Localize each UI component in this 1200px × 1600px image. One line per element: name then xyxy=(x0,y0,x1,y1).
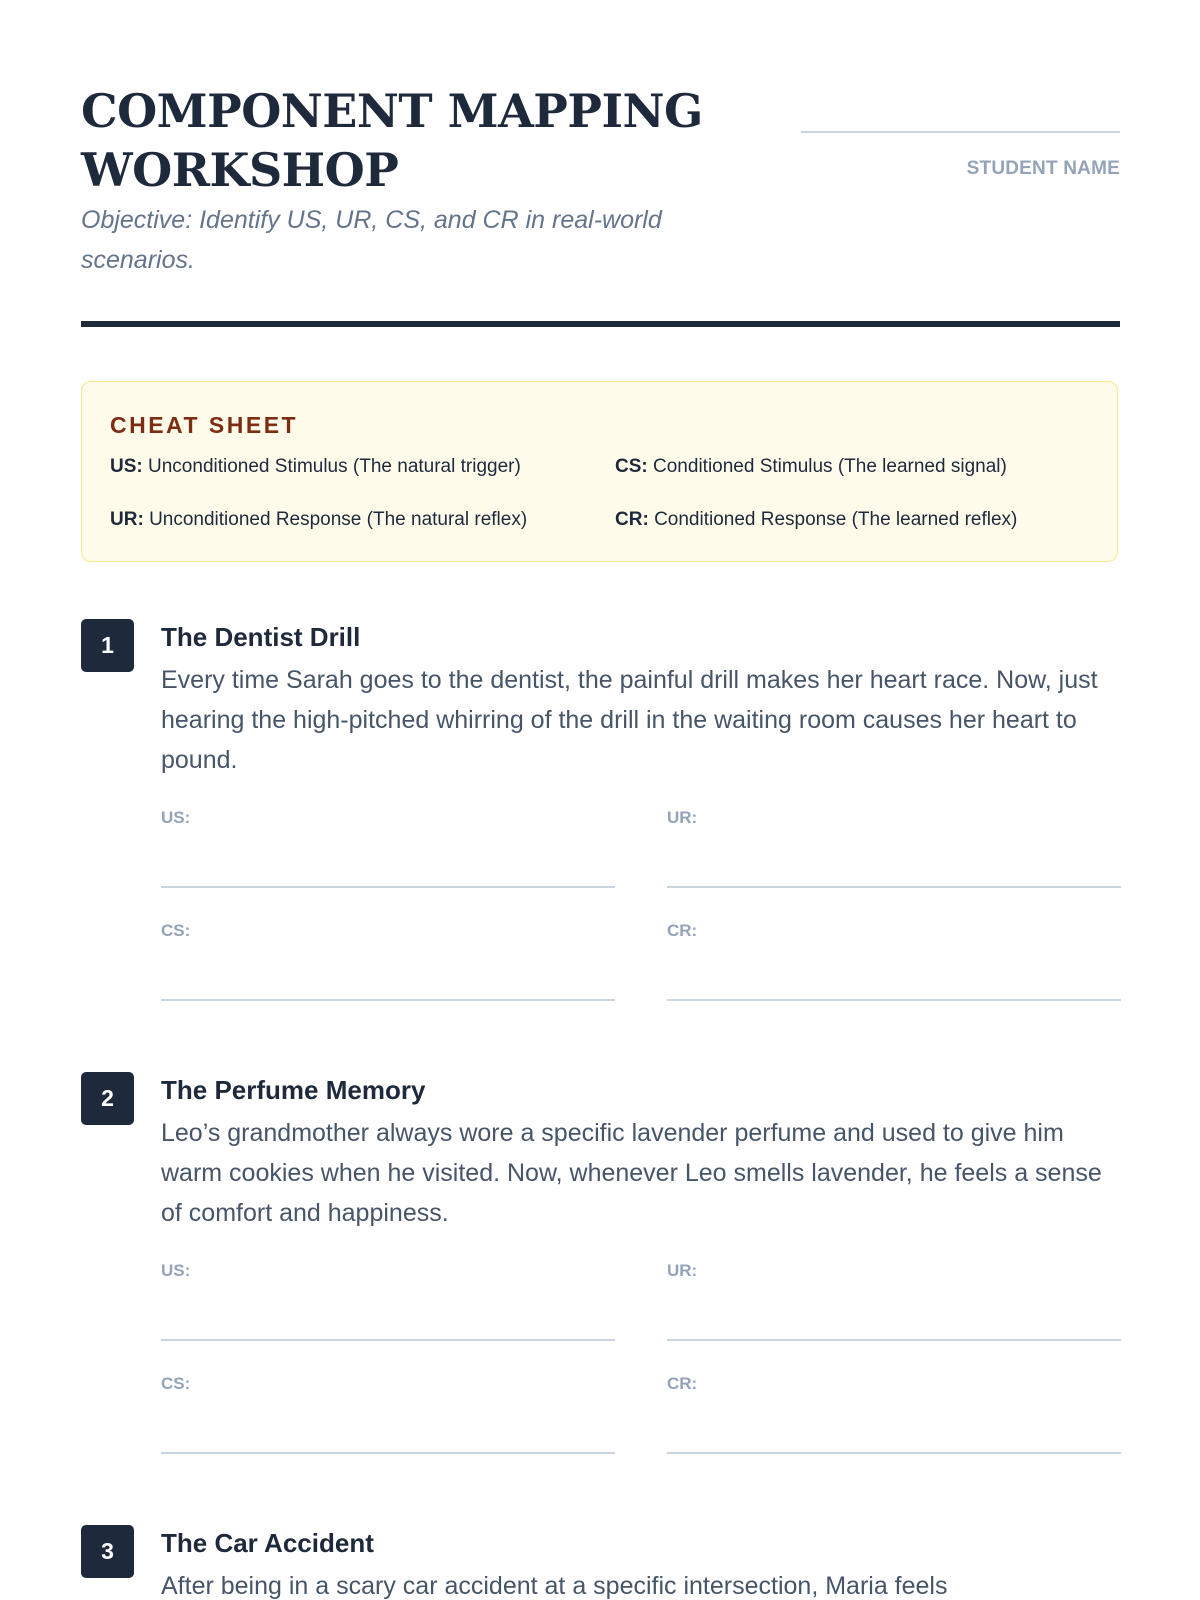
cheat-item-cs xyxy=(615,456,1007,478)
answer-line xyxy=(161,999,615,1001)
us-field-label: US: xyxy=(161,1261,191,1280)
ur-field-label: UR: xyxy=(667,1261,698,1280)
cheat-item-abbr: CS: xyxy=(615,456,648,477)
cheat-item-text: Conditioned Stimulus (The learned signal) xyxy=(653,456,1007,477)
question-scenario: After being in a scary car accident at a specific intersection, Maria feels xyxy=(161,1572,948,1600)
question-title: The Dentist Drill xyxy=(161,622,361,652)
question-number-badge: 2 xyxy=(81,1072,134,1125)
question-title: The Perfume Memory xyxy=(161,1075,426,1105)
cheat-item-text: Conditioned Response (The learned reflex) xyxy=(654,509,1018,530)
question-scenario: Every time Sarah goes to the dentist, the painful drill makes her heart race. Now, just hearing the high-pitched whirring of the drill in the waiting room causes her heart to pound. xyxy=(161,666,1098,774)
cheat-sheet-title: CHEAT SHEET xyxy=(110,412,299,438)
cr-answer-field[interactable] xyxy=(667,1374,1121,1454)
cr-field-label: CR: xyxy=(667,921,698,940)
cs-field-label: CS: xyxy=(161,1374,191,1393)
cheat-item-text: Unconditioned Stimulus (The natural trigger) xyxy=(148,456,521,477)
answer-line xyxy=(161,1339,615,1341)
objective-subtitle: Objective: Identify US, UR, CS, and CR in real-world scenarios. xyxy=(81,206,662,274)
question-number-badge: 1 xyxy=(81,619,134,672)
question-number-badge: 3 xyxy=(81,1525,134,1578)
us-answer-field[interactable] xyxy=(161,808,615,888)
answer-line xyxy=(667,999,1121,1001)
student-name-line[interactable] xyxy=(801,131,1120,133)
cheat-item-abbr: UR: xyxy=(110,509,144,530)
answer-line xyxy=(667,886,1121,888)
us-field-label: US: xyxy=(161,808,191,827)
cr-answer-field[interactable] xyxy=(667,921,1121,1001)
cs-answer-field[interactable] xyxy=(161,1374,615,1454)
cheat-item-text: Unconditioned Response (The natural reflex) xyxy=(149,509,528,530)
answer-line xyxy=(667,1452,1121,1454)
cheat-item-abbr: US: xyxy=(110,456,143,477)
header-divider xyxy=(81,321,1120,327)
cheat-item-cr xyxy=(615,509,1017,531)
answer-line xyxy=(667,1339,1121,1341)
question-title: The Car Accident xyxy=(161,1528,374,1558)
cheat-sheet xyxy=(81,381,1118,562)
page-title: COMPONENT MAPPING WORKSHOP xyxy=(81,84,703,197)
cr-field-label: CR: xyxy=(667,1374,698,1393)
worksheet-header xyxy=(81,0,1120,329)
answer-line xyxy=(161,886,615,888)
answer-line xyxy=(161,1452,615,1454)
cheat-item-abbr: CR: xyxy=(615,509,649,530)
ur-answer-field[interactable] xyxy=(667,808,1121,888)
ur-field-label: UR: xyxy=(667,808,698,827)
ur-answer-field[interactable] xyxy=(667,1261,1121,1341)
cs-field-label: CS: xyxy=(161,921,191,940)
us-answer-field[interactable] xyxy=(161,1261,615,1341)
cheat-item-us xyxy=(110,456,521,478)
question-scenario: Leo’s grandmother always wore a specific lavender perfume and used to give him warm cookies when he visited. Now, whenever Leo smells lavender, he feels a sense of comfort and happiness. xyxy=(161,1119,1102,1227)
cheat-item-ur xyxy=(110,509,527,531)
student-name-label: STUDENT NAME xyxy=(966,158,1120,179)
cs-answer-field[interactable] xyxy=(161,921,615,1001)
worksheet-page xyxy=(81,0,1120,1600)
